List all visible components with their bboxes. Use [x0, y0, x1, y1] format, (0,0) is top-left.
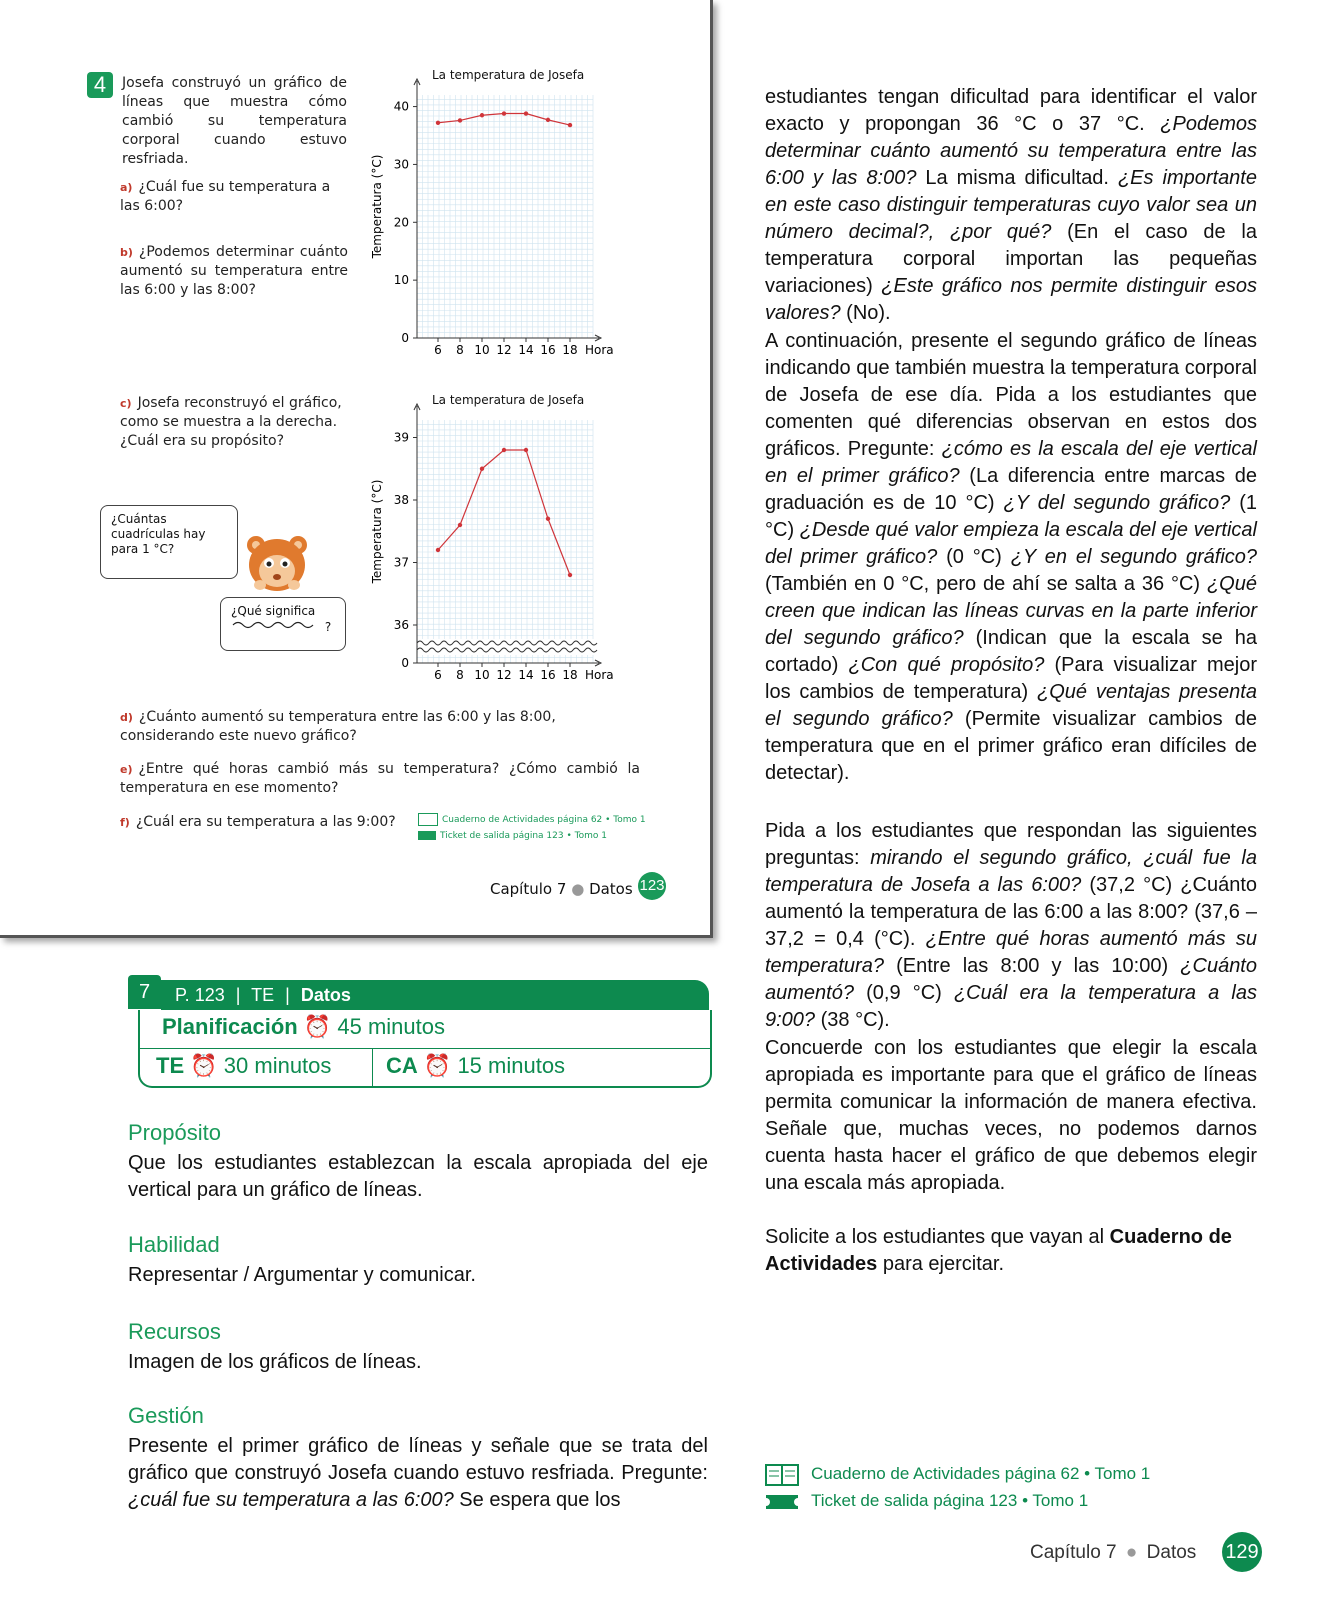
gestion-text: [128, 1433, 708, 1514]
data-point: [458, 118, 462, 122]
planning-box: [138, 1010, 712, 1088]
guide-footer-chapter: Capítulo 7: [1030, 1542, 1117, 1563]
guide-ref-ticket[interactable]: [765, 1487, 1150, 1514]
clock-icon: ⏰: [423, 1053, 452, 1078]
monkey-mascot-icon: [242, 533, 322, 597]
clock-icon: ⏰: [190, 1053, 218, 1078]
wavy-break-icon: [231, 619, 321, 631]
speech-bubble-gridlines: ¿Cuántas cuadrículas hay para 1 °C?: [100, 505, 238, 579]
gestion-text-1: Presente el primer gráfico de líneas y señale que se trata del gráfico que construyó Josefa cuando estuvo resfriada. Pregunte:: [128, 1435, 708, 1484]
book-ref-cuaderno-text: Cuaderno de Actividades página 62 • Tomo 1: [442, 815, 646, 825]
guide-ref-ticket-text: Ticket de salida página 123 • Tomo 1: [811, 1491, 1089, 1510]
ca-row: [386, 1053, 565, 1079]
data-point: [546, 118, 550, 122]
question-a: [120, 178, 348, 216]
y-tick-label: 10: [393, 273, 409, 288]
question-c-label: c): [120, 397, 132, 410]
guide-ref-cuaderno[interactable]: [765, 1460, 1150, 1487]
planning-total: 45 minutos: [337, 1014, 445, 1039]
x-tick-label: 6: [434, 343, 442, 357]
p2-segment: ¿Y en el segundo gráfico?: [1010, 546, 1258, 568]
question-d: [120, 708, 640, 746]
question-e: [120, 760, 640, 798]
habilidad-text: Representar / Argumentar y comunicar.: [128, 1264, 476, 1286]
planning-row: [162, 1014, 445, 1040]
p1-segment: (En el caso de la temperatura corporal importan las pequeñas variaciones): [765, 221, 1257, 297]
tab-type: TE: [251, 985, 275, 1005]
question-e-label: e): [120, 763, 133, 776]
p2-segment: (La diferencia entre marcas de graduación es de 10 °C): [765, 465, 1257, 514]
data-point: [502, 111, 506, 115]
question-number-badge: 4: [87, 72, 113, 98]
guide-paragraph-2: [765, 328, 1257, 787]
question-e-text: ¿Entre qué horas cambió más su temperatura? ¿Cómo cambió la temperatura en ese momento?: [120, 761, 640, 796]
y-tick-label: 40: [393, 99, 409, 114]
book-ref-ticket[interactable]: [418, 828, 668, 844]
y-tick-label: 37: [393, 555, 409, 570]
x-tick-label: 10: [474, 343, 490, 357]
question-intro: Josefa construyó un gráfico de líneas que muestra cómo cambió su temperatura corporal cuando estuvo resfriada.: [122, 75, 347, 167]
p2-segment: ¿Con qué propósito?: [848, 654, 1045, 676]
chart-1-title: La temperatura de Josefa: [432, 68, 585, 82]
guide-page-number: 129: [1222, 1532, 1262, 1572]
p1-segment: (No).: [840, 302, 891, 324]
p3-segment: (Entre las 8:00 y las 10:00): [883, 955, 1181, 977]
data-point: [480, 113, 484, 117]
p2-segment: ¿cómo es la escala del eje vertical en el primer gráfico?: [765, 438, 1257, 487]
book-ref-ticket-text: Ticket de salida página 123 • Tomo 1: [440, 831, 607, 841]
x-tick-label: 12: [496, 343, 512, 357]
book-footer: Capítulo 7 ● Datos: [490, 880, 633, 898]
p3-segment: ¿Cuál era la temperatura a las 9:00?: [765, 982, 1257, 1031]
p3-segment: (38 °C).: [815, 1009, 890, 1031]
proposito-title: Propósito: [128, 1120, 221, 1145]
ticket-icon: [418, 831, 436, 840]
x-axis-label: Hora: [585, 343, 614, 357]
p2-segment: ¿Desde qué valor empieza la escala del eje vertical del primer gráfico?: [765, 519, 1257, 568]
y-tick-label: 20: [393, 215, 409, 230]
p3-segment: ¿Cuánto aumentó?: [765, 955, 1257, 1004]
p2-segment: ¿Qué ventajas presenta el segundo gráfico?: [765, 681, 1257, 730]
book-references: [418, 812, 668, 844]
te-row: [156, 1053, 331, 1079]
data-point: [436, 548, 440, 552]
p2-segment: (Para visualizar mejor los cambios de temperatura): [765, 654, 1257, 703]
guide-paragraph-1: [765, 84, 1257, 327]
gestion-text-3: Se espera que los: [453, 1489, 621, 1511]
y-tick-label: 39: [393, 430, 409, 445]
speech-bubble-meaning-suffix: ?: [324, 620, 332, 634]
book-ref-cuaderno[interactable]: [418, 812, 668, 828]
p3-segment: mirando el segundo gráfico, ¿cuál fue la temperatura de Josefa a las 6:00?: [765, 847, 1257, 896]
ca-label: CA: [386, 1053, 418, 1078]
speech-bubble-meaning-text: ¿Qué significa: [231, 604, 316, 618]
data-point: [458, 523, 462, 527]
guide-paragraph-4: Concuerde con los estudiantes que elegir la escala apropiada es importante para que el gráfico de líneas permita comunicar la información de manera efectiva. Señale que, muchas veces, no podemos darnos cuenta hasta hacer el gráfico de que debemos elegir una escala más apropiada.: [765, 1037, 1257, 1194]
book-icon: [418, 813, 438, 826]
lesson-tab-bar: P. 123 | TE | Datos: [161, 980, 709, 1010]
ca-time: 15 minutos: [457, 1053, 566, 1078]
p1-segment: ¿Podemos determinar cuánto aumentó su temperatura entre las 6:00 y las 8:00?: [765, 113, 1257, 189]
p1-segment: La misma dificultad.: [916, 167, 1118, 189]
guide-footer-section: Datos: [1146, 1542, 1197, 1563]
question-d-label: d): [120, 711, 133, 724]
x-tick-label: 10: [474, 668, 490, 682]
habilidad-title: Habilidad: [128, 1232, 220, 1257]
data-point: [546, 517, 550, 521]
guide-ref-cuaderno-text: Cuaderno de Actividades página 62 • Tomo 1: [811, 1464, 1151, 1483]
planning-label: Planificación: [162, 1014, 298, 1039]
chart-2-temperature: [365, 400, 630, 690]
gestion-text-2: ¿cuál fue su temperatura a las 6:00?: [128, 1489, 454, 1511]
book-page-number: 123: [638, 872, 666, 900]
x-tick-label: 18: [562, 343, 578, 357]
x-axis-label: Hora: [585, 668, 614, 682]
question-f-text: ¿Cuál era su temperatura a las 9:00?: [135, 814, 396, 830]
x-tick-label: 6: [434, 668, 442, 682]
chart-1-temperature: [365, 75, 630, 365]
data-point: [524, 111, 528, 115]
p3-segment: Pida a los estudiantes que respondan las siguientes preguntas:: [765, 820, 1257, 869]
student-book-page: [0, 0, 713, 938]
ticket-icon: [765, 1493, 799, 1511]
question-c: [120, 394, 352, 451]
data-point: [568, 573, 572, 577]
recursos-text: Imagen de los gráficos de líneas.: [128, 1351, 422, 1373]
question-f: [120, 813, 400, 832]
guide-p5-c: para ejercitar.: [877, 1253, 1004, 1275]
data-point: [480, 467, 484, 471]
p2-segment: ¿Qué creen que indican las líneas curvas en la parte inferior del segundo gráfico?: [765, 573, 1257, 649]
chart-2-title: La temperatura de Josefa: [432, 393, 585, 407]
p3-segment: (37,2 °C) ¿Cuánto aumentó la temperatura de las 6:00 a las 8:00? (37,6 – 37,2 = 0,4 (°C).: [765, 874, 1257, 950]
y-tick-label: 38: [393, 493, 409, 507]
p2-segment: ¿Y del segundo gráfico?: [1003, 492, 1231, 514]
y-tick-label: 0: [401, 656, 409, 670]
question-c-text: Josefa reconstruyó el gráfico, como se muestra a la derecha. ¿Cuál era su propósito?: [120, 395, 342, 449]
p1-segment: ¿Este gráfico nos permite distinguir esos valores?: [765, 275, 1257, 324]
book-icon: [765, 1464, 799, 1486]
guide-footer: Capítulo 7 ● Datos: [1030, 1542, 1197, 1563]
p2-segment: (0 °C): [937, 546, 1011, 568]
question-f-label: f): [120, 816, 130, 829]
data-point: [502, 448, 506, 452]
x-tick-label: 8: [456, 668, 464, 682]
p1-segment: ¿Es importante en este caso distinguir temperaturas cuyo valor sea un número decimal?, ¿por qué?: [765, 167, 1257, 243]
question-b: [120, 243, 348, 300]
question-b-text: ¿Podemos determinar cuánto aumentó su temperatura entre las 6:00 y las 8:00?: [120, 244, 348, 298]
p1-segment: estudiantes tengan dificultad para identificar el valor exacto y propongan 36 °C o 37 °C.: [765, 86, 1257, 135]
te-label: TE: [156, 1053, 185, 1078]
te-time: 30 minutos: [223, 1053, 332, 1078]
p2-segment: (Indican que la escala se ha cortado): [765, 627, 1257, 676]
p2-segment: (También en 0 °C, pero de ahí se salta a 36 °C): [765, 573, 1207, 595]
y-tick-label: 30: [393, 157, 409, 172]
y-axis-label: Temperatura (°C): [370, 479, 384, 584]
p3-segment: ¿Entre qué horas aumentó más su temperatura?: [765, 928, 1257, 977]
guide-p5-b: Cuaderno de Actividades: [765, 1226, 1232, 1275]
data-point: [568, 123, 572, 127]
p2-segment: (Permite visualizar cambios de temperatura que en el primer gráfico eran difíciles de detectar).: [765, 708, 1258, 784]
guide-paragraph-5: [765, 1224, 1257, 1278]
x-tick-label: 16: [540, 668, 556, 682]
y-axis-label: Temperatura (°C): [370, 154, 384, 259]
y-tick-label: 0: [401, 331, 409, 345]
x-tick-label: 16: [540, 343, 556, 357]
tab-page: P. 123: [175, 985, 225, 1005]
proposito-text: Que los estudiantes establezcan la escala apropiada del eje vertical para un gráfico de líneas.: [128, 1152, 708, 1201]
tab-topic: Datos: [300, 985, 351, 1005]
x-tick-label: 14: [518, 668, 534, 682]
guide-p5-a: Solicite a los estudiantes que vayan al: [765, 1226, 1110, 1248]
data-point: [524, 448, 528, 452]
guide-references: [765, 1460, 1150, 1514]
p2-segment: (1 °C): [765, 492, 1258, 541]
y-tick-label: 36: [393, 618, 409, 632]
book-footer-chapter: Capítulo 7: [490, 880, 567, 898]
clock-icon: ⏰: [303, 1014, 332, 1039]
p3-segment: (0,9 °C): [853, 982, 954, 1004]
gestion-title: Gestión: [128, 1403, 204, 1428]
question-d-text: ¿Cuánto aumentó su temperatura entre las 6:00 y las 8:00, considerando este nuevo gráfico?: [120, 709, 556, 744]
guide-paragraph-3: [765, 818, 1257, 1034]
question-a-label: a): [120, 181, 133, 194]
x-tick-label: 14: [518, 343, 534, 357]
question-a-text: ¿Cuál fue su temperatura a las 6:00?: [120, 179, 331, 214]
chapter-tab-number: 7: [128, 975, 161, 1009]
speech-bubble-meaning: [220, 597, 346, 651]
book-footer-section: Datos: [589, 880, 633, 898]
recursos-title: Recursos: [128, 1319, 221, 1344]
question-b-label: b): [120, 246, 133, 259]
x-tick-label: 8: [456, 343, 464, 357]
data-point: [436, 121, 440, 125]
p2-segment: A continuación, presente el segundo gráfico de líneas indicando que también muestra la temperatura corporal de Josefa de ese día. Pida a los estudiantes que comenten qué diferencias observan en estos dos gráficos. Pregunte:: [765, 330, 1257, 460]
x-tick-label: 12: [496, 668, 512, 682]
x-tick-label: 18: [562, 668, 578, 682]
